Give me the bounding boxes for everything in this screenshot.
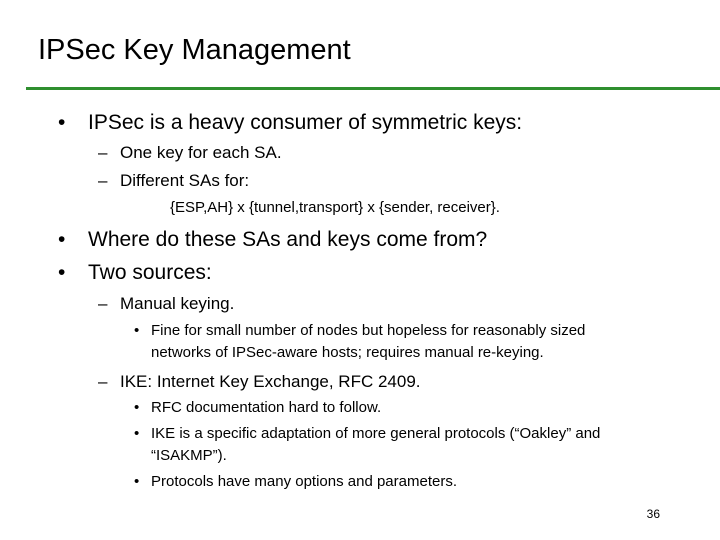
sub-bullet-text: One key for each SA. bbox=[120, 143, 282, 162]
sa-combination-text: {ESP,AH} x {tunnel,transport} x {sender, receiver}. bbox=[170, 199, 500, 216]
detail-text-continued: networks of IPSec-aware hosts; requires manual re-keying. bbox=[151, 344, 544, 361]
detail-text: IKE is a specific adaptation of more general protocols (“Oakley” and bbox=[151, 425, 601, 442]
slide-title: IPSec Key Management bbox=[38, 34, 351, 66]
small-bullet-icon: • bbox=[134, 322, 140, 339]
sub-bullet-text: Different SAs for: bbox=[120, 171, 250, 190]
dash-icon: – bbox=[98, 372, 108, 391]
page-number: 36 bbox=[646, 507, 660, 521]
detail-text-continued: “ISAKMP”). bbox=[151, 447, 227, 464]
small-bullet-icon: • bbox=[134, 425, 140, 442]
small-bullet-icon: • bbox=[134, 399, 140, 416]
bullet-text: Where do these SAs and keys come from? bbox=[88, 228, 488, 251]
bullet-text: Two sources: bbox=[88, 261, 212, 284]
dash-icon: – bbox=[98, 294, 108, 313]
detail-text: Fine for small number of nodes but hopeless for reasonably sized bbox=[151, 322, 586, 339]
dash-icon: – bbox=[98, 171, 108, 190]
bullet-icon: • bbox=[58, 111, 66, 134]
bullet-icon: • bbox=[58, 261, 66, 284]
bullet-icon: • bbox=[58, 228, 66, 251]
detail-text: RFC documentation hard to follow. bbox=[151, 399, 382, 416]
title-divider bbox=[26, 87, 720, 90]
sub-bullet-text: Manual keying. bbox=[120, 294, 235, 313]
dash-icon: – bbox=[98, 143, 108, 162]
sub-bullet-text: IKE: Internet Key Exchange, RFC 2409. bbox=[120, 372, 421, 391]
bullet-text: IPSec is a heavy consumer of symmetric keys: bbox=[88, 111, 523, 134]
small-bullet-icon: • bbox=[134, 473, 140, 490]
detail-text: Protocols have many options and parameters. bbox=[151, 473, 457, 490]
